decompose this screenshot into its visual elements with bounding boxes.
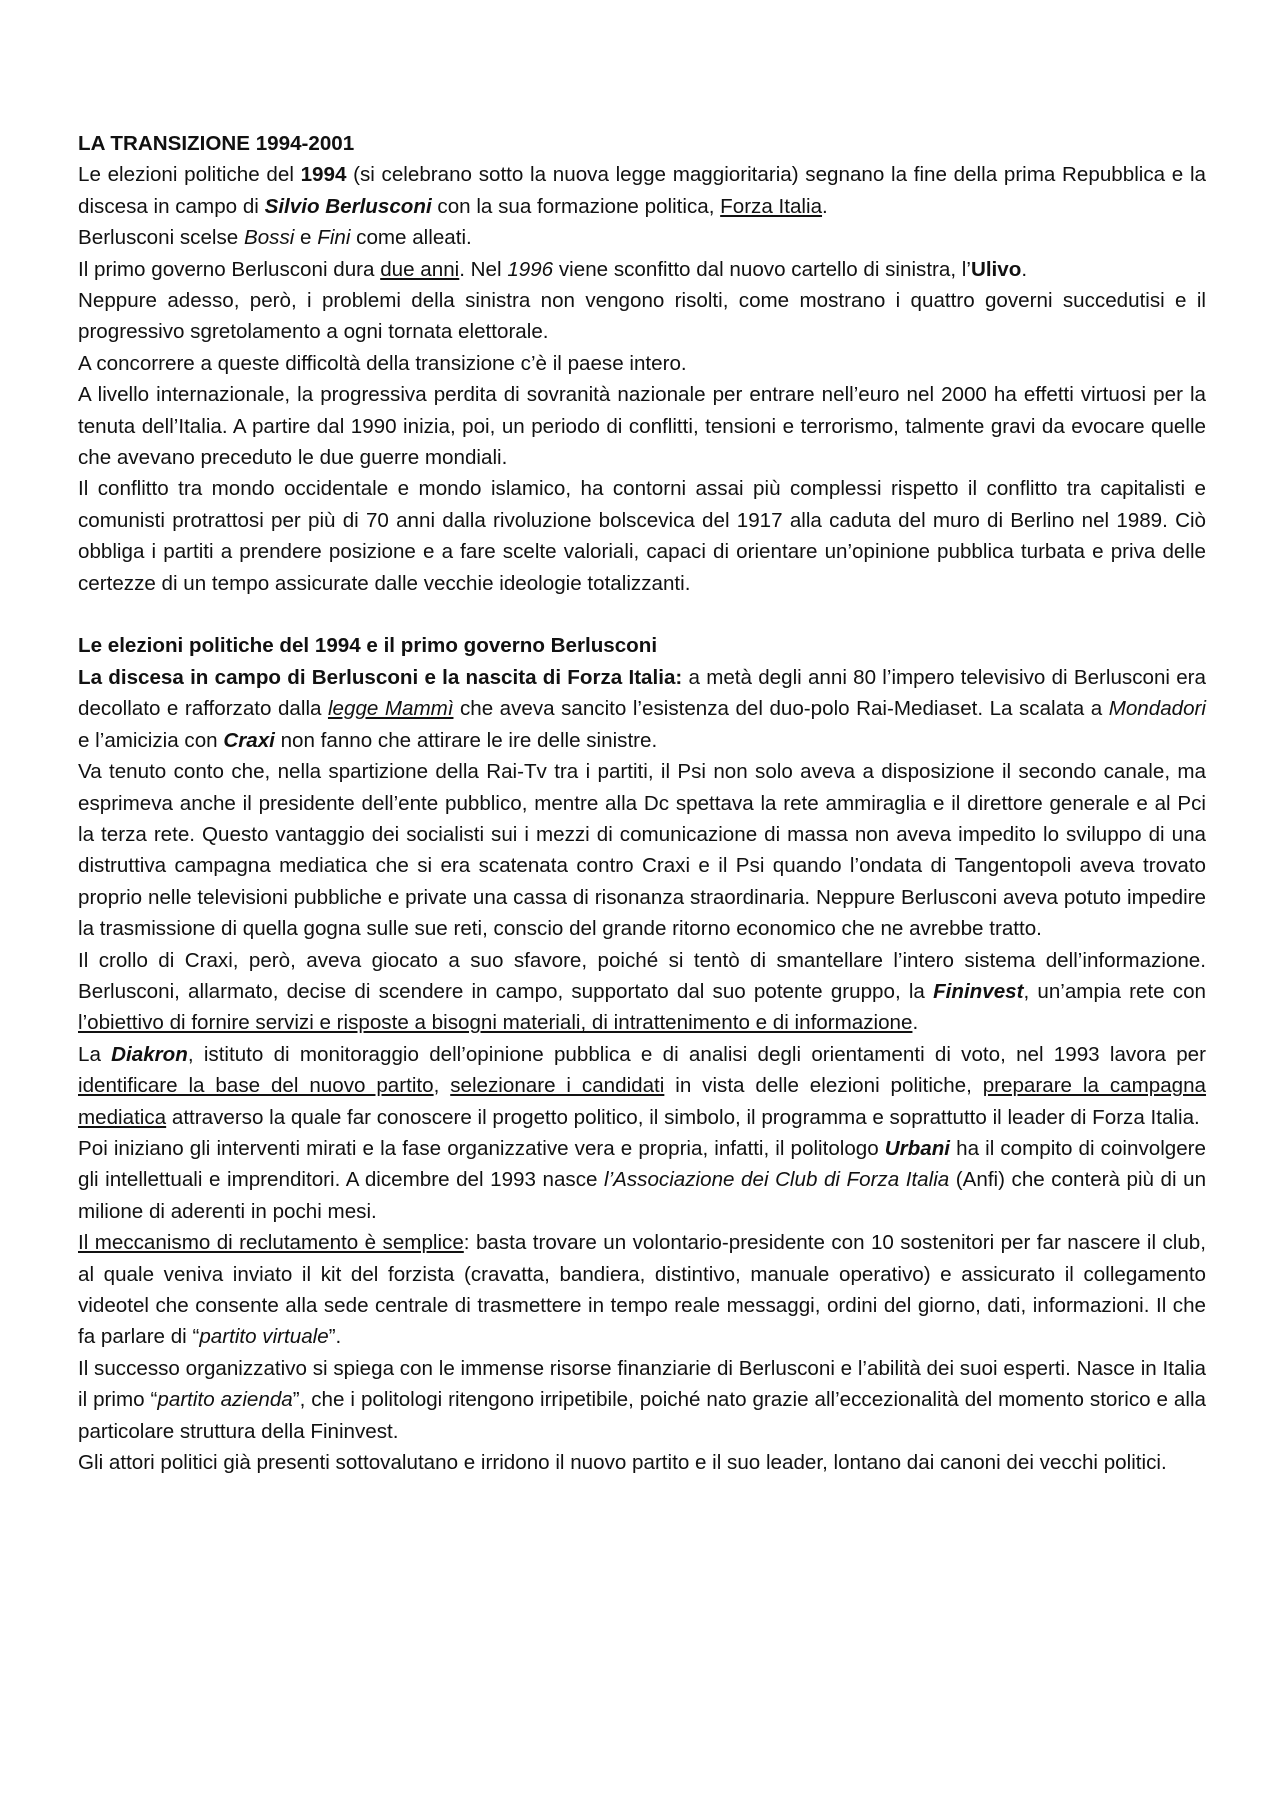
text-run: Diakron: [111, 1042, 188, 1066]
text-run: viene sconfitto dal nuovo cartello di sinistra, l’: [553, 257, 971, 281]
paragraph: [78, 222, 1206, 253]
text-run: Neppure adesso, però, i problemi della sinistra non vengono risolti, come mostrano i quattro governi succedutisi e il progressivo sgretolamento a ogni tornata elettorale.: [78, 289, 1206, 344]
text-run: Mondadori: [1108, 697, 1206, 721]
text-run: selezionare i candidati: [450, 1074, 665, 1098]
text-run: e l’amicizia con: [78, 728, 224, 752]
text-run: identificare la base del nuovo partito: [78, 1074, 434, 1098]
section-title: LA TRANSIZIONE 1994-2001: [78, 132, 355, 155]
text-run: legge Mammì: [327, 697, 454, 721]
text-run: Urbani: [884, 1136, 951, 1160]
text-run: a metà degli anni 80 l’impero televisivo di Berlusconi era decollato e rafforzato dalla: [78, 665, 1206, 721]
text-run: 1994: [300, 163, 347, 187]
text-run: . Nel: [459, 257, 508, 281]
text-run: l’Associazione dei Club di Forza Italia: [604, 1168, 950, 1192]
blank-line: [78, 599, 1206, 630]
text-run: e: [294, 226, 318, 250]
paragraph: [78, 1227, 1206, 1353]
document-page: [78, 128, 1206, 1478]
text-run: partito azienda: [157, 1388, 293, 1412]
paragraph: [78, 662, 1206, 756]
text-run: con la sua formazione politica,: [431, 194, 721, 218]
text-run: l’obiettivo di fornire servizi e risposte a bisogni materiali, di intrattenimento e di informazione: [78, 1011, 913, 1035]
text-run: Il primo governo Berlusconi dura: [78, 257, 381, 281]
text-run: (Anfi) che conterà più di un milione di aderenti in pochi mesi.: [78, 1168, 1207, 1223]
paragraph: [78, 1039, 1206, 1133]
text-run: Fininvest: [933, 979, 1024, 1003]
text-run: Bossi: [243, 226, 295, 250]
text-run: Va tenuto conto che, nella spartizione della Rai-Tv tra i partiti, il Psi non solo aveva a disposizione il secondo canale, ma esprimeva anche il presidente dell’ente pubblico, mentre alla Dc spettava la rete ammiraglia e il direttore generale e al Pci la terza rete. Questo vantaggio dei socialisti sui i mezzi di comunicazione di massa non aveva impedito lo sviluppo di una distruttiva campagna mediatica che si era scatenata contro Craxi e il Psi quando l’ondata di Tangentopoli aveva trovato proprio nelle televisioni pubbliche e private una cassa di risonanza straordinaria. Neppure Berlusconi aveva potuto impedire la trasmissione di quella gogna sulle sue reti, conscio del grande ritorno economico che ne avrebbe tratto.: [78, 760, 1206, 941]
section-title: Le elezioni politiche del 1994 e il primo governo Berlusconi: [78, 634, 658, 658]
text-run: ,: [433, 1074, 451, 1098]
text-run: A concorrere a queste difficoltà della transizione c’è il paese intero.: [78, 351, 687, 375]
text-run: La: [78, 1042, 112, 1066]
paragraph: [78, 379, 1206, 473]
text-run: Il successo organizzativo si spiega con le immense risorse finanziarie di Berlusconi e l’abilità dei suoi esperti. Nasce in Italia il primo “: [78, 1356, 1206, 1412]
text-run: in vista delle elezioni politiche,: [664, 1074, 983, 1098]
paragraph: [78, 1133, 1206, 1227]
text-run: partito virtuale: [199, 1325, 329, 1349]
text-run: Forza Italia: [720, 194, 823, 218]
text-run: Il crollo di Craxi, però, aveva giocato a suo sfavore, poiché si tentò di smantellare l’intero sistema dell’informazione. Berlusconi, allarmato, decise di scendere in campo, supportato dal suo potente gruppo, la: [78, 948, 1206, 1003]
text-run: La discesa in campo di Berlusconi e la nascita di Forza Italia:: [78, 665, 683, 689]
paragraph: [78, 473, 1206, 599]
text-run: Le elezioni politiche del: [78, 163, 301, 187]
text-run: come alleati.: [350, 226, 472, 250]
text-run: Il conflitto tra mondo occidentale e mondo islamico, ha contorni assai più complessi rispetto il conflitto tra capitalisti e comunisti protrattosi per più di 70 anni dalla rivoluzione bolscevica del 1917 alla caduta del muro di Berlino nel 1989. Ciò obbliga i partiti a prendere posizione e a fare scelte valoriali, capaci di orientare un’opinione pubblica turbata e priva delle certezze di un tempo assicurate dalle vecchie ideologie totalizzanti.: [78, 477, 1206, 595]
text-run: .: [1021, 257, 1028, 281]
text-run: 1996: [507, 257, 554, 281]
paragraph: [78, 945, 1206, 1039]
text-run: che aveva sancito l’esistenza del duo-polo Rai-Mediaset. La scalata a: [453, 697, 1109, 721]
text-run: Il meccanismo di reclutamento è semplice: [78, 1231, 464, 1255]
text-run: Craxi: [223, 728, 275, 752]
text-run: ha il compito di coinvolgere gli intellettuali e imprenditori. A dicembre del 1993 nasce: [78, 1136, 1206, 1192]
paragraph: [78, 1353, 1206, 1447]
text-run: non fanno che attirare le ire delle sinistre.: [274, 728, 658, 752]
text-run: due anni: [380, 257, 460, 281]
text-run: Poi iniziano gli interventi mirati e la fase organizzative vera e propria, infatti, il politologo: [78, 1136, 885, 1160]
text-run: .: [822, 194, 828, 218]
paragraph: [78, 348, 1206, 379]
text-run: ”, che i politologi ritengono irripetibile, poiché nato grazie all’eccezionalità del momento storico e alla particolare struttura della Fininvest.: [78, 1388, 1206, 1443]
text-run: .: [912, 1011, 919, 1035]
paragraph: [78, 254, 1206, 285]
text-run: ”.: [328, 1325, 342, 1349]
text-run: A livello internazionale, la progressiva perdita di sovranità nazionale per entrare nell’euro nel 2000 ha effetti virtuosi per la tenuta dell’Italia. A partire dal 1990 inizia, poi, un periodo di conflitti, tensioni e terrorismo, talmente gravi da evocare quelle che avevano preceduto le due guerre mondiali.: [78, 383, 1206, 470]
paragraph: [78, 756, 1206, 944]
text-run: preparare la campagna mediatica: [78, 1074, 1207, 1129]
paragraph: [78, 1447, 1206, 1478]
paragraph: [78, 159, 1206, 222]
text-run: Silvio Berlusconi: [264, 194, 432, 218]
text-run: Ulivo: [970, 257, 1022, 281]
text-run: , un’ampia rete con: [1023, 979, 1206, 1003]
paragraph: [78, 285, 1206, 348]
text-run: (si celebrano sotto la nuova legge maggioritaria) segnano la fine della prima Repubblica e la discesa in campo di: [78, 163, 1206, 218]
text-run: Fini: [317, 226, 351, 250]
text-run: , istituto di monitoraggio dell’opinione pubblica e di analisi degli orientamenti di voto, nel 1993 lavora per: [187, 1042, 1206, 1066]
text-run: attraverso la quale far conoscere il progetto politico, il simbolo, il programma e soprattutto il leader di Forza Italia.: [166, 1105, 1200, 1129]
text-run: : basta trovare un volontario-presidente con 10 sostenitori per far nascere il club, al quale veniva inviato il kit del forzista (cravatta, bandiera, distintivo, manuale operativo) e assicurato il collegamento videotel che consente alla sede centrale di trasmettere in tempo reale messaggi, ordini del giorno, dati, informazioni. Il che fa parlare di “: [78, 1231, 1206, 1349]
text-run: Gli attori politici già presenti sottovalutano e irridono il nuovo partito e il suo leader, lontano dai canoni dei vecchi politici.: [78, 1451, 1167, 1475]
text-run: Berlusconi scelse: [78, 226, 244, 250]
